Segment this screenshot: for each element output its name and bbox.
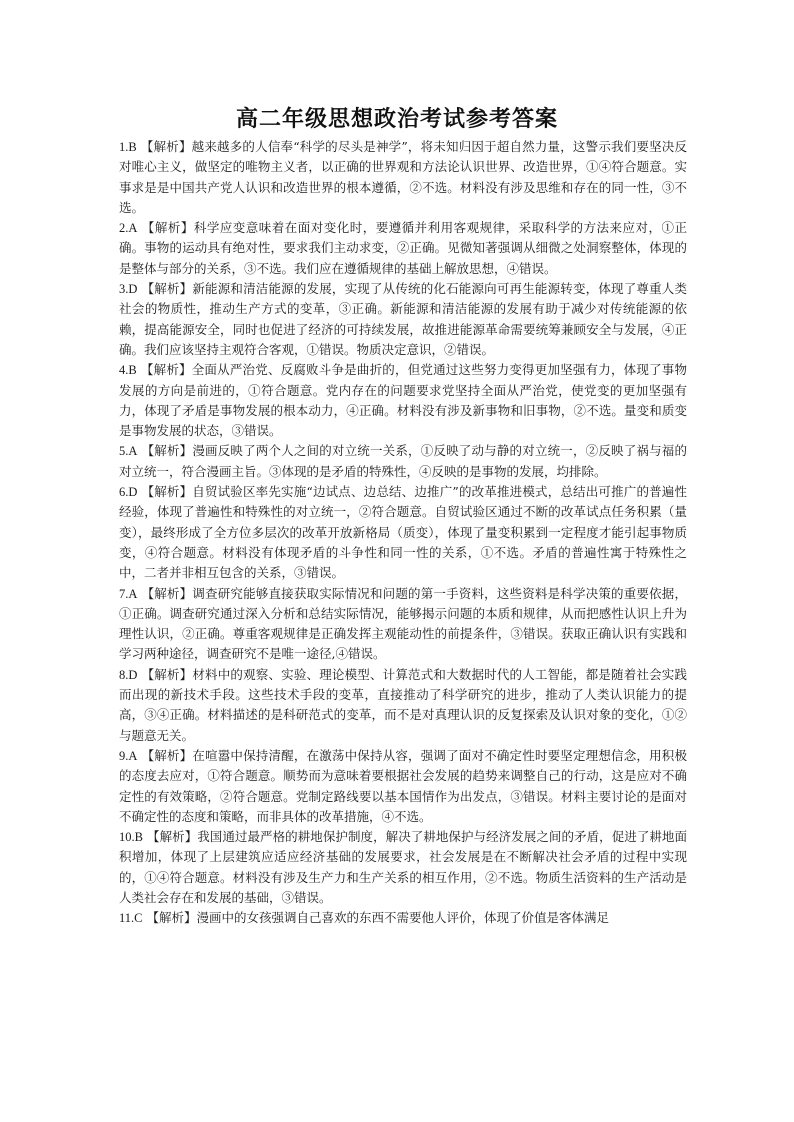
answer-explanation: 【解析】科学应变意味着在面对变化时，要遵循并利用客观规律，采取科学的方法来应对，①正确。事物的运动具有绝对性，要求我们主动求变，②正确。见微知著强调从细微之处洞察整体，体现的是整体与部分的关系，③不选。我们应在遵循规律的基础上解放思想，④错误。 [119,220,687,276]
answer-number: 10.B [119,830,143,845]
answer-explanation: 【解析】漫画反映了两个人之间的对立统一关系，①反映了动与静的对立统一，②反映了祸与福的对立统一，符合漫画主旨。③体现的是矛盾的特殊性，④反映的是事物的发展，均排除。 [119,443,687,479]
answer-number: 4.B [119,363,137,378]
answer-number: 7.A [119,586,138,601]
answer-explanation: 【解析】新能源和清洁能源的发展，实现了从传统的化石能源向可再生能源转变，体现了尊重人类社会的物质性，推动生产方式的变革，③正确。新能源和清洁能源的发展有助于减少对传统能源的依赖，提高能源安全，同时也促进了经济的可持续发展，故推进能源革命需要统筹兼顾安全与发展，④正确。我们应该坚持主观符合客观，①错误。物质决定意识，②错误。 [119,281,687,357]
answer-item-4 [119,360,687,441]
answer-explanation: 【解析】我国通过最严格的耕地保护制度，解决了耕地保护与经济发展之间的矛盾，促进了耕地面积增加，体现了上层建筑应适应经济基础的发展要求，社会发展是在不断解决社会矛盾的过程中实现的，①④符合题意。材料没有涉及生产力和生产关系的相互作用，②不选。物质生活资料的生产活动是人类社会存在和发展的基础，③错误。 [119,829,687,905]
answer-item-2 [119,218,687,279]
answer-item-9 [119,746,687,827]
answer-explanation: 【解析】越来越多的人信奉“科学的尽头是神学”，将未知归因于超自然力量，这警示我们要坚决反对唯心主义，做坚定的唯物主义者，以正确的世界观和方法论认识世界、改造世界，①④符合题意。实事求是是中国共产党人认识和改造世界的根本遵循，②不选。材料没有涉及思维和存在的同一性，③不选。 [119,139,687,215]
answer-number: 8.D [119,667,138,682]
answer-explanation: 【解析】漫画中的女孩强调自己喜欢的东西不需要他人评价，体现了价值是客体满足 [146,910,609,926]
answer-explanation: 【解析】调查研究能够直接获取实际情况和问题的第一手资料，这些资料是科学决策的重要依据，①正确。调查研究通过深入分析和总结实际情况，能够揭示问题的本质和规律，从而把感性认识上升为理性认识，②正确。尊重客观规律是正确发挥主观能动性的前提条件，③错误。获取正确认识有实践和学习两种途径，调查研究不是唯一途径,④错误。 [119,585,687,662]
answer-explanation: 【解析】在喧嚣中保持清醒，在激荡中保持从容，强调了面对不确定性时要坚定理想信念，用积极的态度去应对，①符合题意。顺势而为意味着要根据社会发展的趋势来调整自己的行动，这是应对不确定性的有效策略，②符合题意。党制定路线要以基本国情作为出发点，③错误。材料主要讨论的是面对不确定性的态度和策略，而非具体的改革措施，④不选。 [119,747,687,824]
answer-number: 3.D [119,282,138,297]
answer-item-3 [119,279,687,360]
answer-number: 1.B [119,140,137,154]
answer-explanation: 【解析】材料中的观察、实验、理论模型、计算范式和大数据时代的人工智能，都是随着社会实践而出现的新技术手段。这些技术手段的变革，直接推动了科学研究的进步，推动了人类认识能力的提高，③④正确。材料描述的是科研范式的变革，而不是对真理认识的反复探索及认识对象的变化，①②与题意无关。 [119,666,687,743]
answer-number: 2.A [119,221,138,236]
answer-number: 5.A [119,444,138,459]
answer-explanation: 【解析】全面从严治党、反腐败斗争是曲折的，但党通过这些努力变得更加坚强有力，体现了事物发展的方向是前进的，①符合题意。党内存在的问题要求党坚持全面从严治党，使党变的更加坚强有力，体现了矛盾是事物发展的根本动力，④正确。材料没有涉及新事物和旧事物，②不选。量变和质变是事物发展的状态，③错误。 [119,362,687,439]
answer-item-7 [119,584,687,665]
answer-item-10 [119,827,687,908]
answer-item-8 [119,665,687,746]
answer-item-1 [119,137,687,218]
answer-list [119,137,687,929]
answer-item-5 [119,441,687,482]
answer-item-6 [119,482,687,583]
answer-number: 9.A [119,748,138,763]
answer-number: 6.D [119,485,138,500]
answer-item-11 [119,908,687,928]
answer-number: 11.C [119,911,143,926]
answer-explanation: 【解析】自贸试验区率先实施“边试点、边总结、边推广”的改革推进模式，总结出可推广的普遍性经验，体现了普遍性和特殊性的对立统一，②符合题意。自贸试验区通过不断的改革试点任务积累（量变），最终形成了全方位多层次的改革开放新格局（质变），体现了量变积累到一定程度才能引起事物质变，④符合题意。材料没有体现矛盾的斗争性和同一性的关系，①不选。矛盾的普遍性寓于特殊性之中，二者并非相互包含的关系，③错误。 [119,484,687,581]
document-title: 高二年级思想政治考试参考答案 [235,106,558,132]
